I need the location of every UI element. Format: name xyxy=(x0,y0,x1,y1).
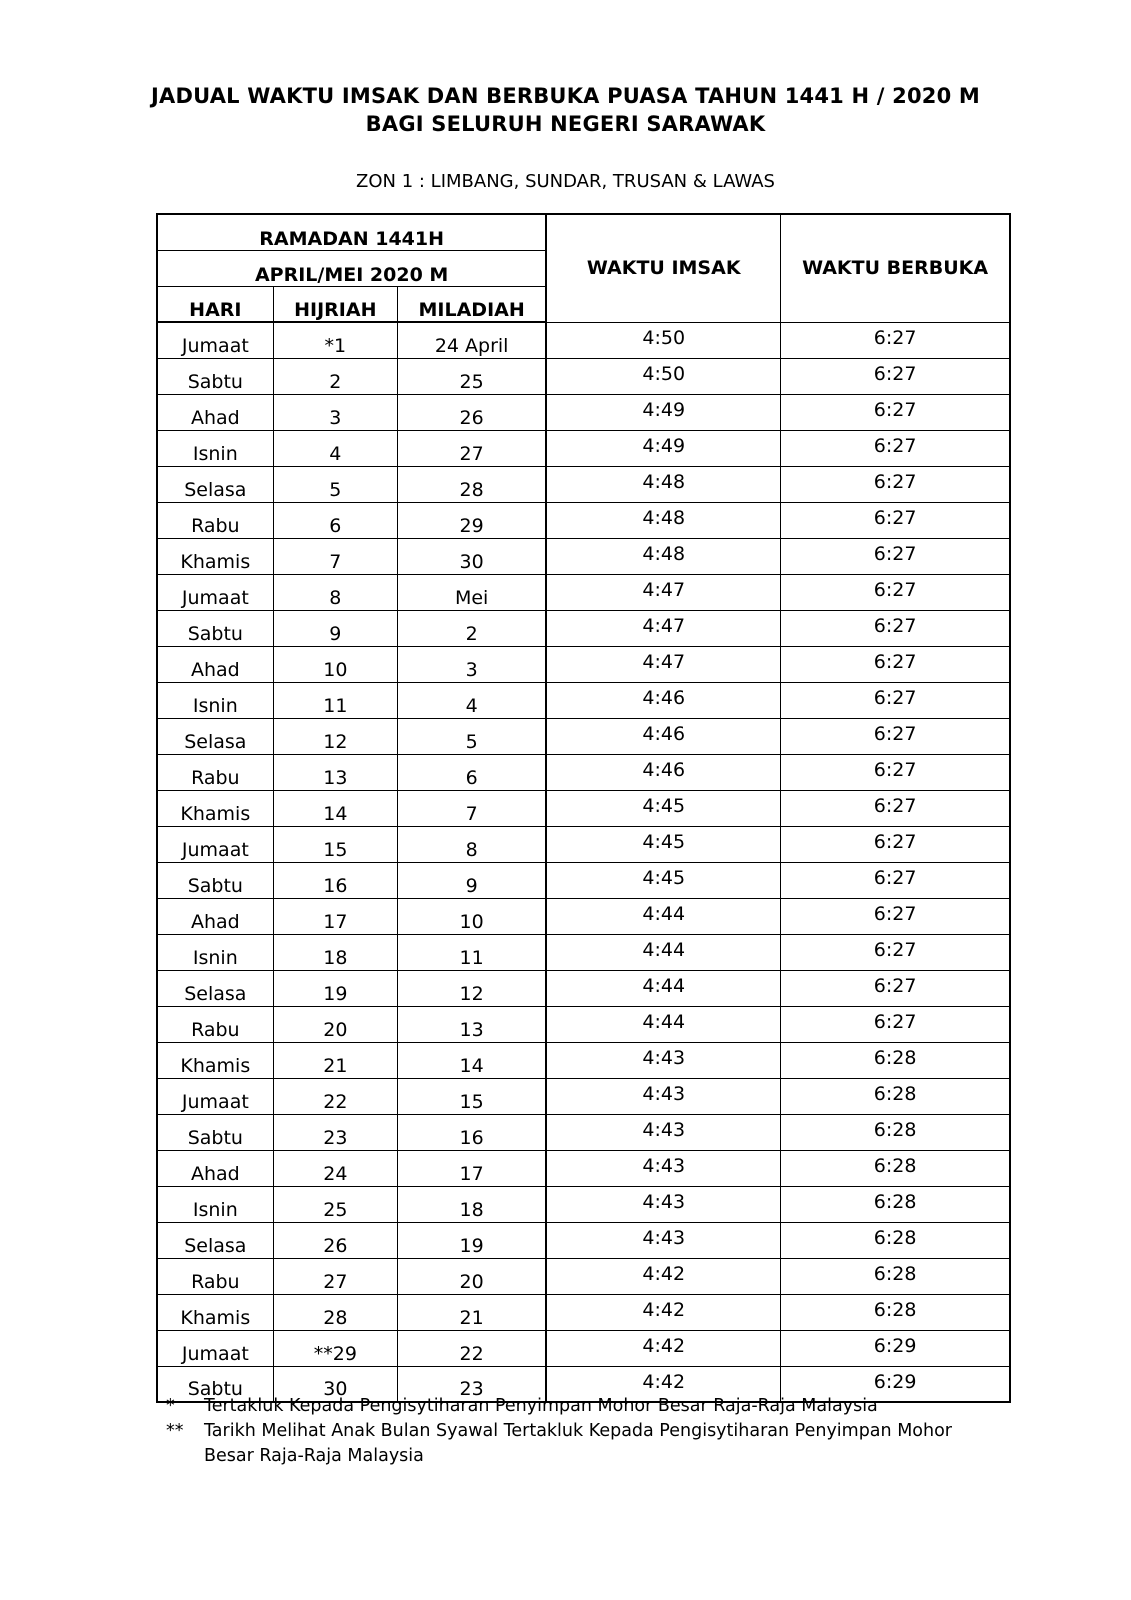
cell-imsak: 4:48 xyxy=(546,502,780,538)
cell-berbuka: 6:27 xyxy=(781,1006,1010,1042)
cell-berbuka: 6:28 xyxy=(781,1294,1010,1330)
cell-hijriah: 10 xyxy=(273,646,397,682)
cell-hijriah: 7 xyxy=(273,538,397,574)
cell-miladiah: 7 xyxy=(397,790,546,826)
cell-berbuka: 6:28 xyxy=(781,1186,1010,1222)
cell-hijriah: 17 xyxy=(273,898,397,934)
table-row xyxy=(157,430,1010,466)
cell-miladiah: 18 xyxy=(397,1186,546,1222)
table-row xyxy=(157,934,1010,970)
cell-imsak: 4:43 xyxy=(546,1114,780,1150)
cell-berbuka: 6:28 xyxy=(781,1114,1010,1150)
header-waktu-berbuka: WAKTU BERBUKA xyxy=(781,214,1010,322)
table-row xyxy=(157,1294,1010,1330)
cell-hijriah: *1 xyxy=(273,322,397,358)
cell-miladiah: 20 xyxy=(397,1258,546,1294)
cell-hijriah: 16 xyxy=(273,862,397,898)
cell-miladiah: 16 xyxy=(397,1114,546,1150)
cell-hijriah: 9 xyxy=(273,610,397,646)
cell-miladiah: 5 xyxy=(397,718,546,754)
cell-hari: Ahad xyxy=(157,394,273,430)
cell-miladiah: 23 xyxy=(397,1366,546,1402)
cell-imsak: 4:43 xyxy=(546,1222,780,1258)
cell-berbuka: 6:29 xyxy=(781,1366,1010,1402)
cell-berbuka: 6:27 xyxy=(781,682,1010,718)
cell-hijriah: 2 xyxy=(273,358,397,394)
cell-imsak: 4:42 xyxy=(546,1258,780,1294)
cell-imsak: 4:47 xyxy=(546,646,780,682)
footnotes xyxy=(166,1394,986,1469)
cell-hari: Khamis xyxy=(157,790,273,826)
cell-hari: Ahad xyxy=(157,898,273,934)
table-row xyxy=(157,1150,1010,1186)
cell-imsak: 4:49 xyxy=(546,430,780,466)
cell-miladiah: 27 xyxy=(397,430,546,466)
cell-berbuka: 6:27 xyxy=(781,466,1010,502)
cell-hijriah: 22 xyxy=(273,1078,397,1114)
cell-hari: Isnin xyxy=(157,682,273,718)
cell-imsak: 4:45 xyxy=(546,826,780,862)
cell-miladiah: 4 xyxy=(397,682,546,718)
cell-miladiah: 28 xyxy=(397,466,546,502)
cell-hijriah: 8 xyxy=(273,574,397,610)
cell-hari: Selasa xyxy=(157,466,273,502)
cell-berbuka: 6:27 xyxy=(781,358,1010,394)
timetable-body xyxy=(157,322,1010,1402)
timetable xyxy=(156,213,1011,1403)
cell-hari: Rabu xyxy=(157,1006,273,1042)
cell-hari: Sabtu xyxy=(157,862,273,898)
cell-berbuka: 6:28 xyxy=(781,1258,1010,1294)
cell-miladiah: 10 xyxy=(397,898,546,934)
cell-miladiah: Mei xyxy=(397,574,546,610)
cell-berbuka: 6:27 xyxy=(781,826,1010,862)
cell-miladiah: 14 xyxy=(397,1042,546,1078)
footnote xyxy=(166,1419,986,1469)
cell-miladiah: 29 xyxy=(397,502,546,538)
cell-hijriah: 23 xyxy=(273,1114,397,1150)
zone-label: ZON 1 : LIMBANG, SUNDAR, TRUSAN & LAWAS xyxy=(356,171,775,192)
cell-miladiah: 6 xyxy=(397,754,546,790)
table-row xyxy=(157,754,1010,790)
cell-miladiah: 8 xyxy=(397,826,546,862)
cell-hijriah: 15 xyxy=(273,826,397,862)
cell-berbuka: 6:27 xyxy=(781,502,1010,538)
cell-imsak: 4:42 xyxy=(546,1330,780,1366)
cell-hari: Isnin xyxy=(157,430,273,466)
cell-imsak: 4:48 xyxy=(546,466,780,502)
table-row xyxy=(157,1330,1010,1366)
cell-berbuka: 6:27 xyxy=(781,430,1010,466)
cell-berbuka: 6:27 xyxy=(781,754,1010,790)
footnote-text: Tertakluk Kepada Pengisytiharan Penyimpan Mohor Besar Raja-Raja Malaysia xyxy=(204,1396,878,1416)
cell-imsak: 4:44 xyxy=(546,898,780,934)
cell-imsak: 4:43 xyxy=(546,1042,780,1078)
table-row xyxy=(157,1114,1010,1150)
cell-miladiah: 26 xyxy=(397,394,546,430)
table-row xyxy=(157,790,1010,826)
cell-berbuka: 6:28 xyxy=(781,1078,1010,1114)
cell-imsak: 4:45 xyxy=(546,862,780,898)
cell-hijriah: 6 xyxy=(273,502,397,538)
footnote xyxy=(166,1394,986,1419)
table-row xyxy=(157,646,1010,682)
cell-miladiah: 25 xyxy=(397,358,546,394)
cell-miladiah: 11 xyxy=(397,934,546,970)
table-row xyxy=(157,1222,1010,1258)
cell-hijriah: 19 xyxy=(273,970,397,1006)
cell-imsak: 4:47 xyxy=(546,610,780,646)
table-row xyxy=(157,538,1010,574)
cell-hijriah: **29 xyxy=(273,1330,397,1366)
footnote-text: Tarikh Melihat Anak Bulan Syawal Tertakluk Kepada Pengisytiharan Penyimpan Mohor Besar Raja-Raja Malaysia xyxy=(204,1421,952,1466)
table-row xyxy=(157,682,1010,718)
cell-imsak: 4:50 xyxy=(546,322,780,358)
table-row xyxy=(157,1042,1010,1078)
cell-miladiah: 22 xyxy=(397,1330,546,1366)
cell-hijriah: 21 xyxy=(273,1042,397,1078)
cell-hari: Sabtu xyxy=(157,1366,273,1402)
cell-hari: Ahad xyxy=(157,1150,273,1186)
table-row xyxy=(157,1186,1010,1222)
cell-berbuka: 6:29 xyxy=(781,1330,1010,1366)
cell-berbuka: 6:28 xyxy=(781,1150,1010,1186)
cell-hari: Isnin xyxy=(157,1186,273,1222)
cell-hijriah: 20 xyxy=(273,1006,397,1042)
cell-miladiah: 12 xyxy=(397,970,546,1006)
cell-miladiah: 3 xyxy=(397,646,546,682)
table-row xyxy=(157,898,1010,934)
table-row xyxy=(157,610,1010,646)
cell-berbuka: 6:27 xyxy=(781,934,1010,970)
cell-hari: Selasa xyxy=(157,718,273,754)
cell-hari: Rabu xyxy=(157,502,273,538)
cell-hijriah: 24 xyxy=(273,1150,397,1186)
cell-imsak: 4:46 xyxy=(546,682,780,718)
cell-miladiah: 17 xyxy=(397,1150,546,1186)
cell-imsak: 4:48 xyxy=(546,538,780,574)
cell-imsak: 4:45 xyxy=(546,790,780,826)
cell-berbuka: 6:27 xyxy=(781,970,1010,1006)
cell-hijriah: 4 xyxy=(273,430,397,466)
cell-hijriah: 3 xyxy=(273,394,397,430)
cell-imsak: 4:46 xyxy=(546,754,780,790)
cell-imsak: 4:44 xyxy=(546,934,780,970)
cell-hari: Khamis xyxy=(157,1042,273,1078)
cell-berbuka: 6:27 xyxy=(781,394,1010,430)
page-title: JADUAL WAKTU IMSAK DAN BERBUKA PUASA TAHUN 1441 H / 2020 M xyxy=(150,84,981,108)
header-waktu-imsak: WAKTU IMSAK xyxy=(546,214,780,322)
table-row xyxy=(157,574,1010,610)
cell-berbuka: 6:28 xyxy=(781,1222,1010,1258)
cell-berbuka: 6:27 xyxy=(781,790,1010,826)
table-row xyxy=(157,718,1010,754)
table-row xyxy=(157,358,1010,394)
cell-hari: Rabu xyxy=(157,754,273,790)
cell-hijriah: 27 xyxy=(273,1258,397,1294)
table-row xyxy=(157,394,1010,430)
cell-hari: Jumaat xyxy=(157,1330,273,1366)
cell-imsak: 4:46 xyxy=(546,718,780,754)
cell-miladiah: 21 xyxy=(397,1294,546,1330)
table-row xyxy=(157,466,1010,502)
cell-hijriah: 11 xyxy=(273,682,397,718)
cell-hari: Jumaat xyxy=(157,826,273,862)
cell-imsak: 4:49 xyxy=(546,394,780,430)
cell-hari: Selasa xyxy=(157,1222,273,1258)
cell-berbuka: 6:27 xyxy=(781,538,1010,574)
table-row xyxy=(157,826,1010,862)
cell-hari: Isnin xyxy=(157,934,273,970)
table-row xyxy=(157,862,1010,898)
footnote-mark: ** xyxy=(166,1421,184,1441)
cell-imsak: 4:43 xyxy=(546,1150,780,1186)
table-row xyxy=(157,1006,1010,1042)
cell-imsak: 4:43 xyxy=(546,1186,780,1222)
table-row xyxy=(157,322,1010,358)
cell-miladiah: 9 xyxy=(397,862,546,898)
table-row xyxy=(157,502,1010,538)
cell-hari: Khamis xyxy=(157,538,273,574)
cell-berbuka: 6:27 xyxy=(781,898,1010,934)
header-month: APRIL/MEI 2020 M xyxy=(157,250,546,286)
header-ramadan: RAMADAN 1441H xyxy=(157,214,546,250)
cell-hari: Sabtu xyxy=(157,358,273,394)
cell-imsak: 4:44 xyxy=(546,1006,780,1042)
cell-hari: Jumaat xyxy=(157,574,273,610)
cell-hari: Rabu xyxy=(157,1258,273,1294)
page-subtitle: BAGI SELURUH NEGERI SARAWAK xyxy=(365,112,766,136)
cell-hijriah: 28 xyxy=(273,1294,397,1330)
cell-hijriah: 14 xyxy=(273,790,397,826)
cell-hijriah: 26 xyxy=(273,1222,397,1258)
cell-miladiah: 19 xyxy=(397,1222,546,1258)
cell-hijriah: 30 xyxy=(273,1366,397,1402)
cell-miladiah: 30 xyxy=(397,538,546,574)
cell-hijriah: 5 xyxy=(273,466,397,502)
table-row xyxy=(157,970,1010,1006)
header-hari: HARI xyxy=(157,286,273,322)
cell-hari: Sabtu xyxy=(157,610,273,646)
cell-hijriah: 13 xyxy=(273,754,397,790)
cell-berbuka: 6:27 xyxy=(781,646,1010,682)
cell-imsak: 4:43 xyxy=(546,1078,780,1114)
table-row xyxy=(157,1078,1010,1114)
cell-imsak: 4:47 xyxy=(546,574,780,610)
cell-hari: Jumaat xyxy=(157,322,273,358)
cell-hari: Ahad xyxy=(157,646,273,682)
header-miladiah: MILADIAH xyxy=(397,286,546,322)
cell-imsak: 4:42 xyxy=(546,1294,780,1330)
cell-berbuka: 6:27 xyxy=(781,322,1010,358)
cell-hijriah: 25 xyxy=(273,1186,397,1222)
cell-imsak: 4:44 xyxy=(546,970,780,1006)
cell-hari: Khamis xyxy=(157,1294,273,1330)
cell-hijriah: 18 xyxy=(273,934,397,970)
cell-hijriah: 12 xyxy=(273,718,397,754)
table-row xyxy=(157,1258,1010,1294)
footnote-mark: * xyxy=(166,1396,175,1416)
cell-berbuka: 6:27 xyxy=(781,610,1010,646)
cell-berbuka: 6:27 xyxy=(781,862,1010,898)
cell-miladiah: 24 April xyxy=(397,322,546,358)
cell-hari: Jumaat xyxy=(157,1078,273,1114)
cell-hari: Sabtu xyxy=(157,1114,273,1150)
cell-miladiah: 2 xyxy=(397,610,546,646)
cell-imsak: 4:42 xyxy=(546,1366,780,1402)
cell-berbuka: 6:28 xyxy=(781,1042,1010,1078)
cell-hari: Selasa xyxy=(157,970,273,1006)
cell-miladiah: 15 xyxy=(397,1078,546,1114)
cell-imsak: 4:50 xyxy=(546,358,780,394)
cell-miladiah: 13 xyxy=(397,1006,546,1042)
cell-berbuka: 6:27 xyxy=(781,574,1010,610)
header-hijriah: HIJRIAH xyxy=(273,286,397,322)
cell-berbuka: 6:27 xyxy=(781,718,1010,754)
